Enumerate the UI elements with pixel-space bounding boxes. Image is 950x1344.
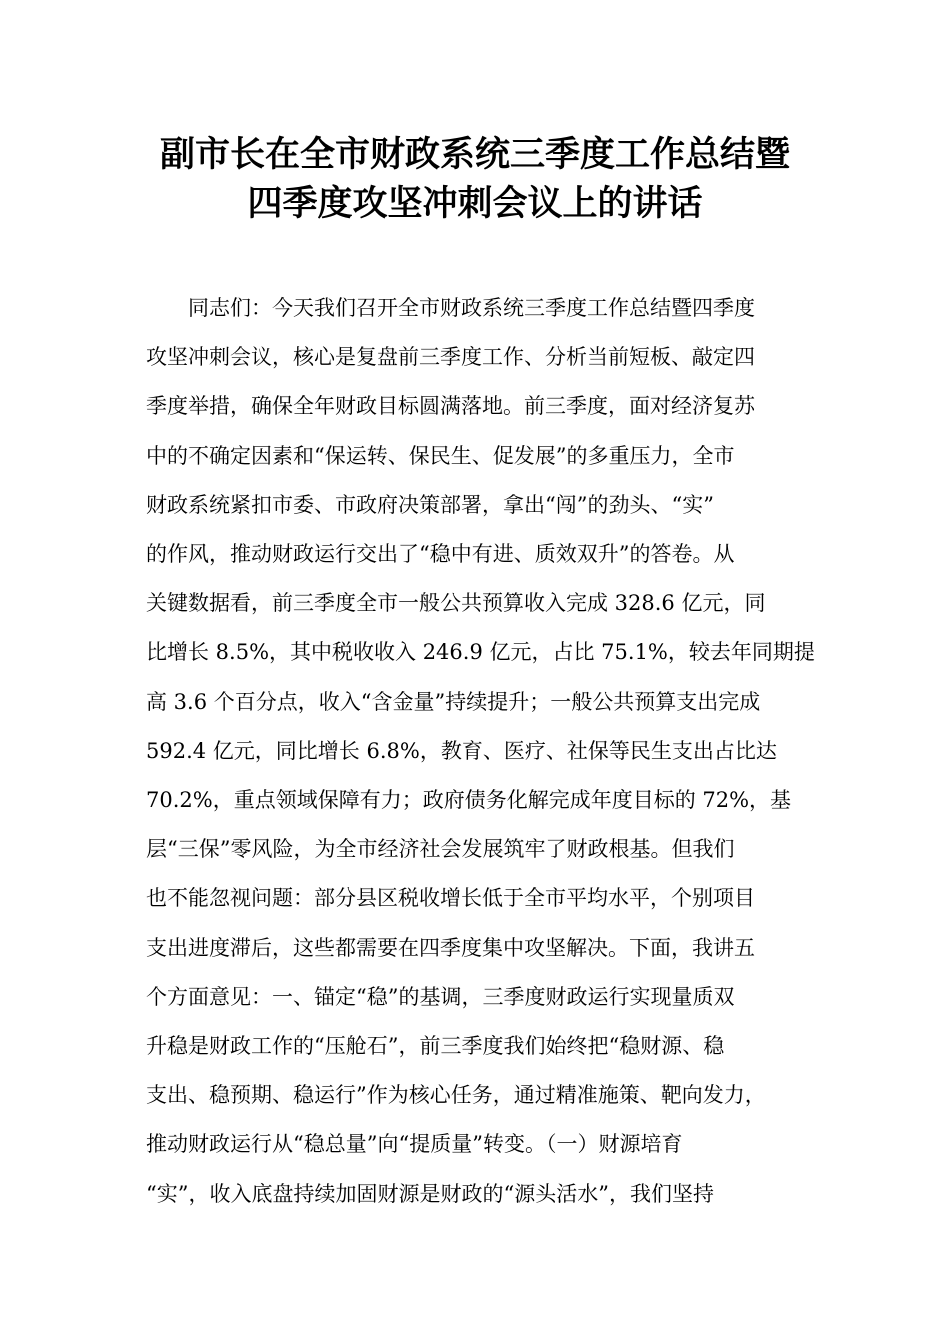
paragraph-line: 升稳是财政工作的“压舱石”，前三季度我们始终把“稳财源、稳 bbox=[146, 1034, 725, 1058]
paragraph-line: 也不能忽视问题：部分县区税收增长低于全市平均水平，个别项目 bbox=[146, 886, 755, 910]
paragraph-line: 支出进度滞后，这些都需要在四季度集中攻坚解决。下面，我讲五 bbox=[146, 936, 755, 960]
paragraph-line: 70.2%，重点领域保障有力；政府债务化解完成年度目标的 72%，基 bbox=[146, 788, 792, 812]
paragraph-line: 高 3.6 个百分点，收入“含金量”持续提升；一般公共预算支出完成 bbox=[146, 690, 761, 714]
paragraph-line: 支出、稳预期、稳运行”作为核心任务，通过精准施策、靶向发力， bbox=[146, 1083, 766, 1107]
document-title-line-2: 四季度攻坚冲刺会议上的讲话 bbox=[247, 184, 703, 224]
paragraph-line: 比增长 8.5%，其中税收收入 246.9 亿元，占比 75.1%，较去年同期提 bbox=[146, 640, 815, 664]
paragraph-line: 攻坚冲刺会议，核心是复盘前三季度工作、分析当前短板、敲定四 bbox=[146, 345, 755, 369]
paragraph-line: 同志们：今天我们召开全市财政系统三季度工作总结暨四季度 bbox=[188, 296, 755, 320]
paragraph-line: 层“三保”零风险，为全市经济社会发展筑牢了财政根基。但我们 bbox=[146, 837, 735, 861]
paragraph-line: “实”，收入底盘持续加固财源是财政的“源头活水”，我们坚持 bbox=[146, 1182, 714, 1206]
paragraph-line: 的作风，推动财政运行交出了“稳中有进、质效双升”的答卷。从 bbox=[146, 542, 735, 566]
paragraph-line: 592.4 亿元，同比增长 6.8%，教育、医疗、社保等民生支出占比达 bbox=[146, 739, 777, 763]
paragraph-line: 推动财政运行从“稳总量”向“提质量”转变。（一）财源培育 bbox=[146, 1132, 683, 1156]
paragraph-line: 个方面意见：一、锚定“稳”的基调，三季度财政运行实现量质双 bbox=[146, 985, 735, 1009]
paragraph-line: 财政系统紧扣市委、市政府决策部署，拿出“闯”的劲头、“实” bbox=[146, 493, 714, 517]
paragraph-line: 中的不确定因素和“保运转、保民生、促发展”的多重压力，全市 bbox=[146, 444, 735, 468]
paragraph-line: 关键数据看，前三季度全市一般公共预算收入完成 328.6 亿元，同 bbox=[146, 591, 766, 615]
paragraph-line: 季度举措，确保全年财政目标圆满落地。前三季度，面对经济复苏 bbox=[146, 394, 755, 418]
document-title-line-1: 副市长在全市财政系统三季度工作总结暨 bbox=[159, 135, 790, 175]
